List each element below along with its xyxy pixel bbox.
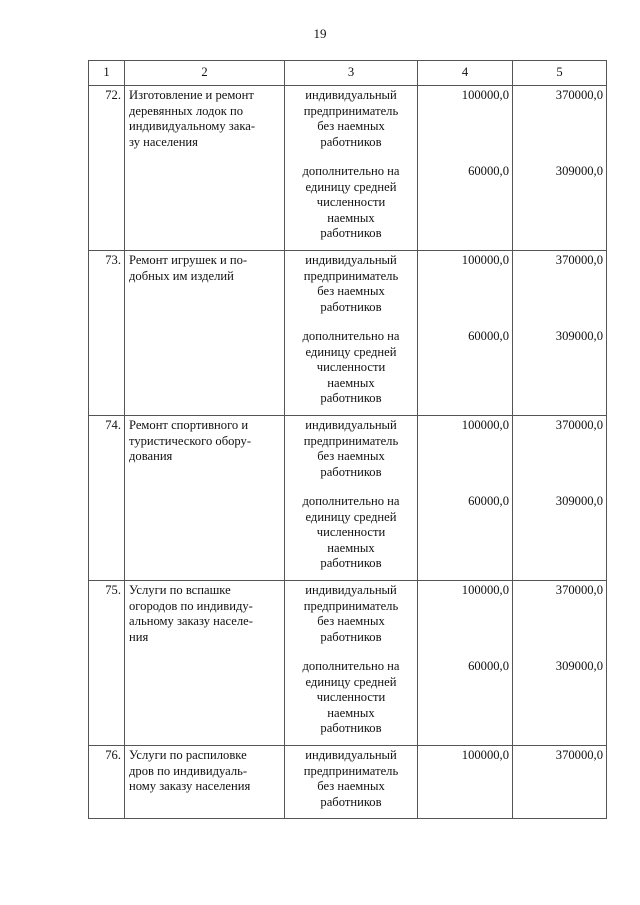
- category-block: [285, 494, 417, 580]
- value-col-4: 100000,0: [461, 748, 509, 762]
- value-col-4: 60000,0: [468, 494, 509, 508]
- description-line: Ремонт игрушек и по-: [129, 253, 248, 267]
- description-line: ния: [129, 629, 149, 644]
- category-cell: [285, 416, 418, 581]
- value-col-5: 370000,0: [555, 418, 603, 432]
- value-col-4: 100000,0: [461, 88, 509, 102]
- description-line: туристического обору-: [129, 433, 252, 448]
- description-line: зу населения: [129, 134, 198, 149]
- table-header-row: [89, 61, 607, 86]
- category-line: наемных: [327, 540, 375, 555]
- category-line: дополнительно на: [302, 164, 400, 178]
- category-line: работников: [320, 556, 382, 570]
- column-5-cell: [513, 86, 607, 251]
- column-5-cell: [513, 746, 607, 819]
- description-line: Услуги по распиловке: [129, 748, 247, 762]
- value-col-4: 100000,0: [461, 583, 509, 597]
- description-line: Изготовление и ремонт: [129, 88, 254, 102]
- column-4-cell: [418, 746, 513, 819]
- column-4-cell: [418, 416, 513, 581]
- row-number: 74.: [89, 416, 125, 581]
- category-line: работников: [320, 391, 382, 405]
- value-col-4: 100000,0: [461, 253, 509, 267]
- category-line: работников: [320, 464, 382, 479]
- service-description: [125, 86, 285, 251]
- category-line: единицу средней: [305, 344, 397, 359]
- category-line: предприниматель: [303, 598, 399, 613]
- row-number: 73.: [89, 251, 125, 416]
- category-line: работников: [320, 794, 382, 809]
- category-line: наемных: [327, 705, 375, 720]
- category-line: наемных: [327, 210, 375, 225]
- category-block: [285, 659, 417, 745]
- category-line: дополнительно на: [302, 494, 400, 508]
- description-line: деревянных лодок по: [129, 103, 244, 118]
- column-5-cell: [513, 416, 607, 581]
- category-line: работников: [320, 134, 382, 149]
- column-header: 5: [513, 61, 607, 86]
- category-line: наемных: [327, 375, 375, 390]
- category-line: без наемных: [317, 119, 385, 133]
- value-col-5: 309000,0: [555, 659, 603, 673]
- value-col-4: 60000,0: [468, 164, 509, 178]
- description-line: добных им изделий: [129, 268, 234, 283]
- table-row: [89, 581, 607, 746]
- value-col-5: 370000,0: [555, 583, 603, 597]
- category-line: предприниматель: [303, 268, 399, 283]
- category-line: работников: [320, 299, 382, 314]
- value-col-5: 370000,0: [555, 253, 603, 267]
- table-row: [89, 86, 607, 251]
- category-line: без наемных: [317, 284, 385, 298]
- category-block: [285, 581, 417, 659]
- category-line: единицу средней: [305, 674, 397, 689]
- category-cell: [285, 746, 418, 819]
- category-cell: [285, 251, 418, 416]
- column-header: 2: [125, 61, 285, 86]
- value-col-4: 60000,0: [468, 659, 509, 673]
- category-line: индивидуальный: [305, 253, 397, 267]
- category-block: [285, 86, 417, 164]
- category-line: предприниматель: [303, 103, 399, 118]
- description-line: дования: [129, 449, 173, 463]
- column-header: 1: [89, 61, 125, 86]
- column-4-cell: [418, 581, 513, 746]
- description-line: альному заказу населе-: [129, 614, 253, 628]
- category-line: численности: [316, 360, 386, 374]
- service-description: [125, 416, 285, 581]
- page-number: 19: [313, 26, 327, 41]
- description-line: огородов по индивиду-: [129, 598, 253, 613]
- row-number: 75.: [89, 581, 125, 746]
- column-5-cell: [513, 251, 607, 416]
- row-number: 76.: [89, 746, 125, 819]
- category-line: индивидуальный: [305, 88, 397, 102]
- description-line: индивидуальному зака-: [129, 119, 256, 133]
- service-description: [125, 746, 285, 819]
- service-description: [125, 581, 285, 746]
- category-line: предприниматель: [303, 763, 399, 778]
- table-row: [89, 746, 607, 819]
- category-cell: [285, 86, 418, 251]
- value-col-5: 309000,0: [555, 329, 603, 343]
- category-line: индивидуальный: [305, 418, 397, 432]
- category-block: [285, 746, 417, 818]
- category-line: дополнительно на: [302, 329, 400, 343]
- category-line: работников: [320, 629, 382, 644]
- service-description: [125, 251, 285, 416]
- value-col-5: 309000,0: [555, 494, 603, 508]
- category-block: [285, 164, 417, 250]
- category-line: работников: [320, 226, 382, 240]
- category-line: без наемных: [317, 449, 385, 463]
- value-col-5: 309000,0: [555, 164, 603, 178]
- category-block: [285, 329, 417, 415]
- column-5-cell: [513, 581, 607, 746]
- category-block: [285, 416, 417, 494]
- table-row: [89, 251, 607, 416]
- description-line: дров по индивидуаль-: [129, 763, 248, 778]
- column-header: 3: [285, 61, 418, 86]
- row-number: 72.: [89, 86, 125, 251]
- column-header: 4: [418, 61, 513, 86]
- value-col-5: 370000,0: [555, 88, 603, 102]
- value-col-4: 100000,0: [461, 418, 509, 432]
- category-line: дополнительно на: [302, 659, 400, 673]
- category-line: без наемных: [317, 779, 385, 793]
- value-col-5: 370000,0: [555, 748, 603, 762]
- description-line: Услуги по вспашке: [129, 583, 231, 597]
- table-row: [89, 416, 607, 581]
- category-line: численности: [316, 525, 386, 539]
- category-line: работников: [320, 721, 382, 735]
- category-line: единицу средней: [305, 509, 397, 524]
- category-cell: [285, 581, 418, 746]
- column-4-cell: [418, 86, 513, 251]
- category-line: без наемных: [317, 614, 385, 628]
- category-line: численности: [316, 195, 386, 209]
- column-4-cell: [418, 251, 513, 416]
- value-col-4: 60000,0: [468, 329, 509, 343]
- description-line: Ремонт спортивного и: [129, 418, 249, 432]
- category-line: предприниматель: [303, 433, 399, 448]
- category-line: индивидуальный: [305, 583, 397, 597]
- category-line: численности: [316, 690, 386, 704]
- category-line: индивидуальный: [305, 748, 397, 762]
- category-line: единицу средней: [305, 179, 397, 194]
- tariff-table: [88, 60, 607, 819]
- category-block: [285, 251, 417, 329]
- description-line: ному заказу населения: [129, 779, 251, 793]
